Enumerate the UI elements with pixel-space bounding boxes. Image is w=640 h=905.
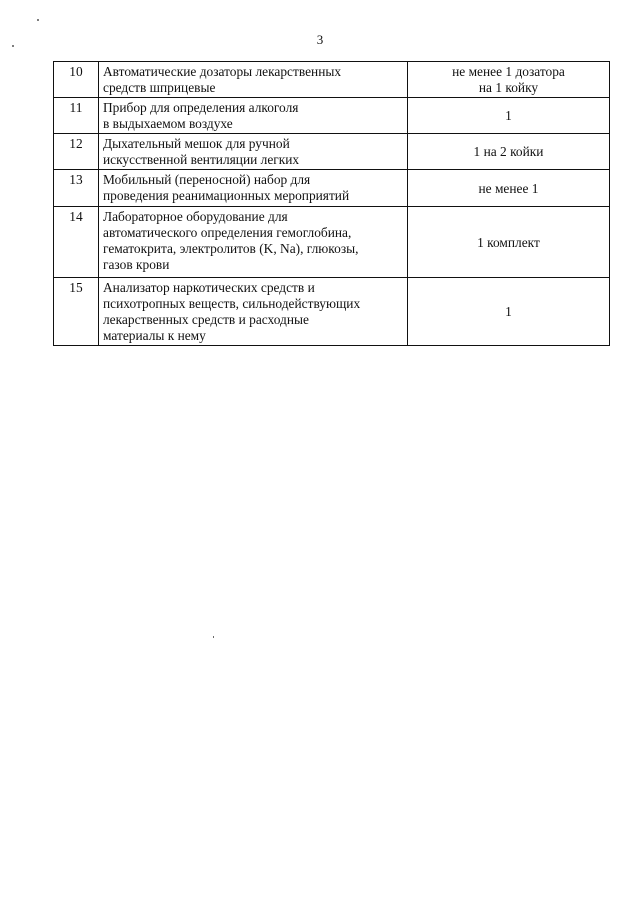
equipment-name-line: психотропных веществ, сильнодействующих (103, 296, 361, 311)
equipment-quantity (408, 98, 610, 134)
equipment-name-line: лекарственных средств и расходные (103, 312, 309, 327)
row-number: 12 (54, 134, 99, 170)
page-number: 3 (316, 32, 324, 47)
equipment-name (99, 62, 408, 98)
equipment-name-line: Лабораторное оборудование для (103, 209, 288, 224)
equipment-name-line: Прибор для определения алкоголя (103, 100, 299, 115)
equipment-quantity (408, 207, 610, 278)
quantity-line: 1 (505, 304, 512, 319)
equipment-name (99, 134, 408, 170)
table-row (54, 62, 610, 98)
equipment-name-line: Дыхательный мешок для ручной (103, 136, 290, 151)
table-row (54, 170, 610, 207)
equipment-name-line: искусственной вентиляции легких (103, 152, 300, 167)
equipment-name-line: газов крови (103, 257, 170, 272)
equipment-name-line: Автоматические дозаторы лекарственных (103, 64, 342, 79)
table-row (54, 207, 610, 278)
row-number: 10 (54, 62, 99, 98)
equipment-name-line: автоматического определения гемоглобина, (103, 225, 352, 240)
scan-speck (37, 19, 39, 21)
equipment-name-line: средств шприцевые (103, 80, 216, 95)
quantity-line: 1 комплект (477, 234, 540, 250)
equipment-name-line: Анализатор наркотических средств и (103, 280, 315, 295)
row-number: 13 (54, 170, 99, 207)
scan-speck (213, 636, 214, 638)
equipment-quantity (408, 134, 610, 170)
equipment-name-line: в выдыхаемом воздухе (103, 116, 233, 131)
table-row (54, 98, 610, 134)
equipment-name (99, 207, 408, 278)
equipment-name-line: материалы к нему (103, 328, 206, 343)
quantity-line: не менее 1 дозатора (452, 64, 565, 79)
row-number: 15 (54, 278, 99, 346)
equipment-quantity (408, 170, 610, 207)
equipment-quantity (408, 278, 610, 346)
equipment-quantity (408, 62, 610, 98)
quantity-line: 1 (505, 108, 512, 123)
table-row (54, 134, 610, 170)
equipment-name-line: проведения реанимационных мероприятий (103, 188, 350, 203)
equipment-name (99, 278, 408, 346)
equipment-name-line: гематокрита, электролитов (K, Na), глюкозы, (103, 241, 359, 256)
quantity-line: не менее 1 (478, 180, 539, 196)
equipment-table (53, 61, 610, 346)
equipment-name (99, 170, 408, 207)
table-row (54, 278, 610, 346)
row-number: 14 (54, 207, 99, 278)
row-number: 11 (54, 98, 99, 134)
quantity-line: на 1 койку (478, 80, 539, 95)
equipment-name-line: Мобильный (переносной) набор для (103, 172, 311, 187)
quantity-line: 1 на 2 койки (473, 144, 544, 159)
equipment-name (99, 98, 408, 134)
